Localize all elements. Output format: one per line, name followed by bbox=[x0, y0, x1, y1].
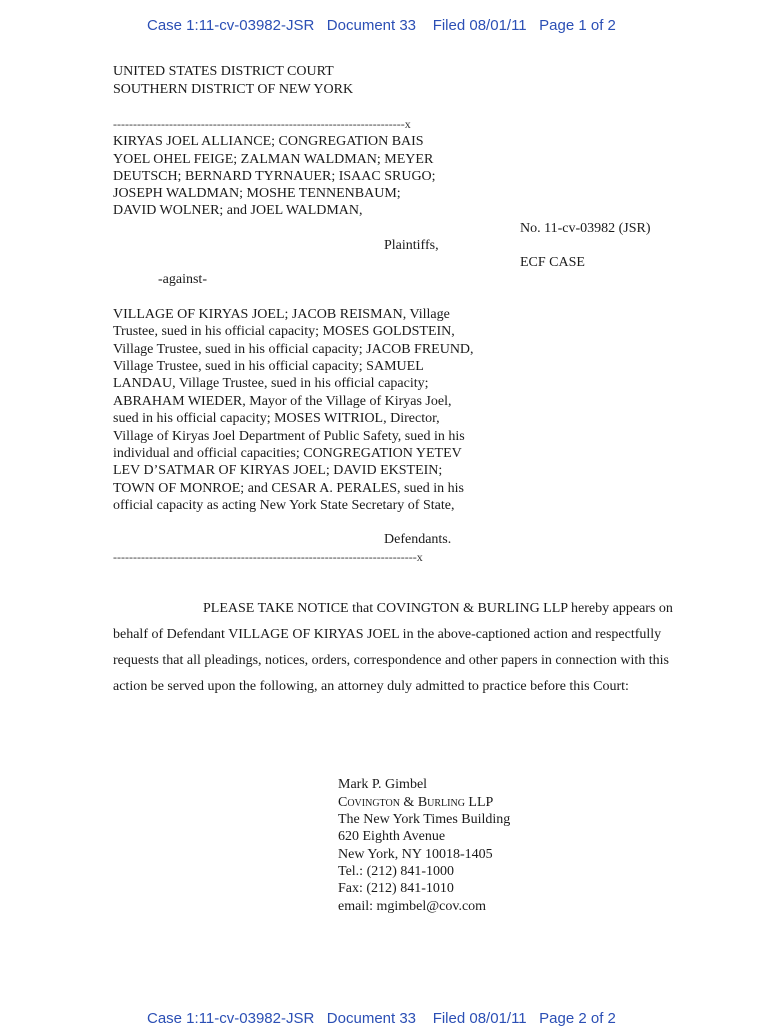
ecf-footer-stamp: Case 1:11-cv-03982-JSR Document 33 Filed 08/01/11 Page 2 of 2 bbox=[147, 1010, 616, 1027]
defendant-line: individual and official capacities; CONGREGATION YETEV bbox=[113, 446, 462, 461]
caption-divider-bottom: ----------------------------------------------------------------------------x bbox=[113, 550, 423, 564]
defendant-line: Village of Kiryas Joel Department of Public Safety, sued in his bbox=[113, 429, 465, 444]
ecf-case-label: ECF CASE bbox=[520, 255, 585, 270]
defendant-line: LANDAU, Village Trustee, sued in his official capacity; bbox=[113, 376, 429, 391]
notice-paragraph bbox=[113, 596, 703, 700]
attorney-name: Mark P. Gimbel bbox=[338, 777, 428, 792]
law-firm-name: Covington & Burling LLP bbox=[338, 795, 494, 810]
plaintiffs-label: Plaintiffs, bbox=[384, 238, 439, 253]
defendants-label: Defendants. bbox=[384, 532, 452, 547]
defendant-line: Village Trustee, sued in his official capacity; JACOB FREUND, bbox=[113, 342, 474, 357]
plaintiff-line: DAVID WOLNER; and JOEL WALDMAN, bbox=[113, 203, 363, 218]
defendant-line: Village Trustee, sued in his official capacity; SAMUEL bbox=[113, 359, 424, 374]
attorney-fax: Fax: (212) 841-1010 bbox=[338, 881, 454, 896]
caption-divider-top: -------------------------------------------------------------------------x bbox=[113, 117, 411, 131]
ecf-header-stamp: Case 1:11-cv-03982-JSR Document 33 Filed 08/01/11 Page 1 of 2 bbox=[147, 17, 616, 34]
defendant-line: TOWN OF MONROE; and CESAR A. PERALES, sued in his bbox=[113, 481, 464, 496]
court-district: SOUTHERN DISTRICT OF NEW YORK bbox=[113, 82, 354, 97]
attorney-email: email: mgimbel@cov.com bbox=[338, 899, 487, 914]
defendant-line: official capacity as acting New York State Secretary of State, bbox=[113, 498, 455, 513]
court-name: UNITED STATES DISTRICT COURT bbox=[113, 64, 334, 79]
attorney-street: 620 Eighth Avenue bbox=[338, 829, 446, 844]
defendant-line: Trustee, sued in his official capacity; MOSES GOLDSTEIN, bbox=[113, 324, 455, 339]
attorney-city: New York, NY 10018-1405 bbox=[338, 847, 493, 862]
plaintiff-line: DEUTSCH; BERNARD TYRNAUER; ISAAC SRUGO; bbox=[113, 169, 436, 184]
defendant-line: VILLAGE OF KIRYAS JOEL; JACOB REISMAN, Village bbox=[113, 307, 450, 322]
notice-text: PLEASE TAKE NOTICE that COVINGTON & BURLING LLP hereby appears on behalf of Defendant VILLAGE OF KIRYAS JOEL in the above-captioned action and respectfully requests that all pleadings, notices, orders, correspondence and other papers in connection with this action be served upon the following, an attorney duly admitted to practice before this Court: bbox=[113, 601, 673, 694]
defendant-line: sued in his official capacity; MOSES WITRIOL, Director, bbox=[113, 411, 440, 426]
against-label: -against- bbox=[158, 272, 207, 287]
plaintiff-line: YOEL OHEL FEIGE; ZALMAN WALDMAN; MEYER bbox=[113, 152, 434, 167]
plaintiff-line: JOSEPH WALDMAN; MOSHE TENNENBAUM; bbox=[113, 186, 401, 201]
case-number: No. 11-cv-03982 (JSR) bbox=[520, 221, 651, 236]
plaintiff-line: KIRYAS JOEL ALLIANCE; CONGREGATION BAIS bbox=[113, 134, 424, 149]
defendant-line: ABRAHAM WIEDER, Mayor of the Village of Kiryas Joel, bbox=[113, 394, 452, 409]
defendant-line: LEV D’SATMAR OF KIRYAS JOEL; DAVID EKSTEIN; bbox=[113, 463, 443, 478]
attorney-building: The New York Times Building bbox=[338, 812, 511, 827]
attorney-telephone: Tel.: (212) 841-1000 bbox=[338, 864, 455, 879]
